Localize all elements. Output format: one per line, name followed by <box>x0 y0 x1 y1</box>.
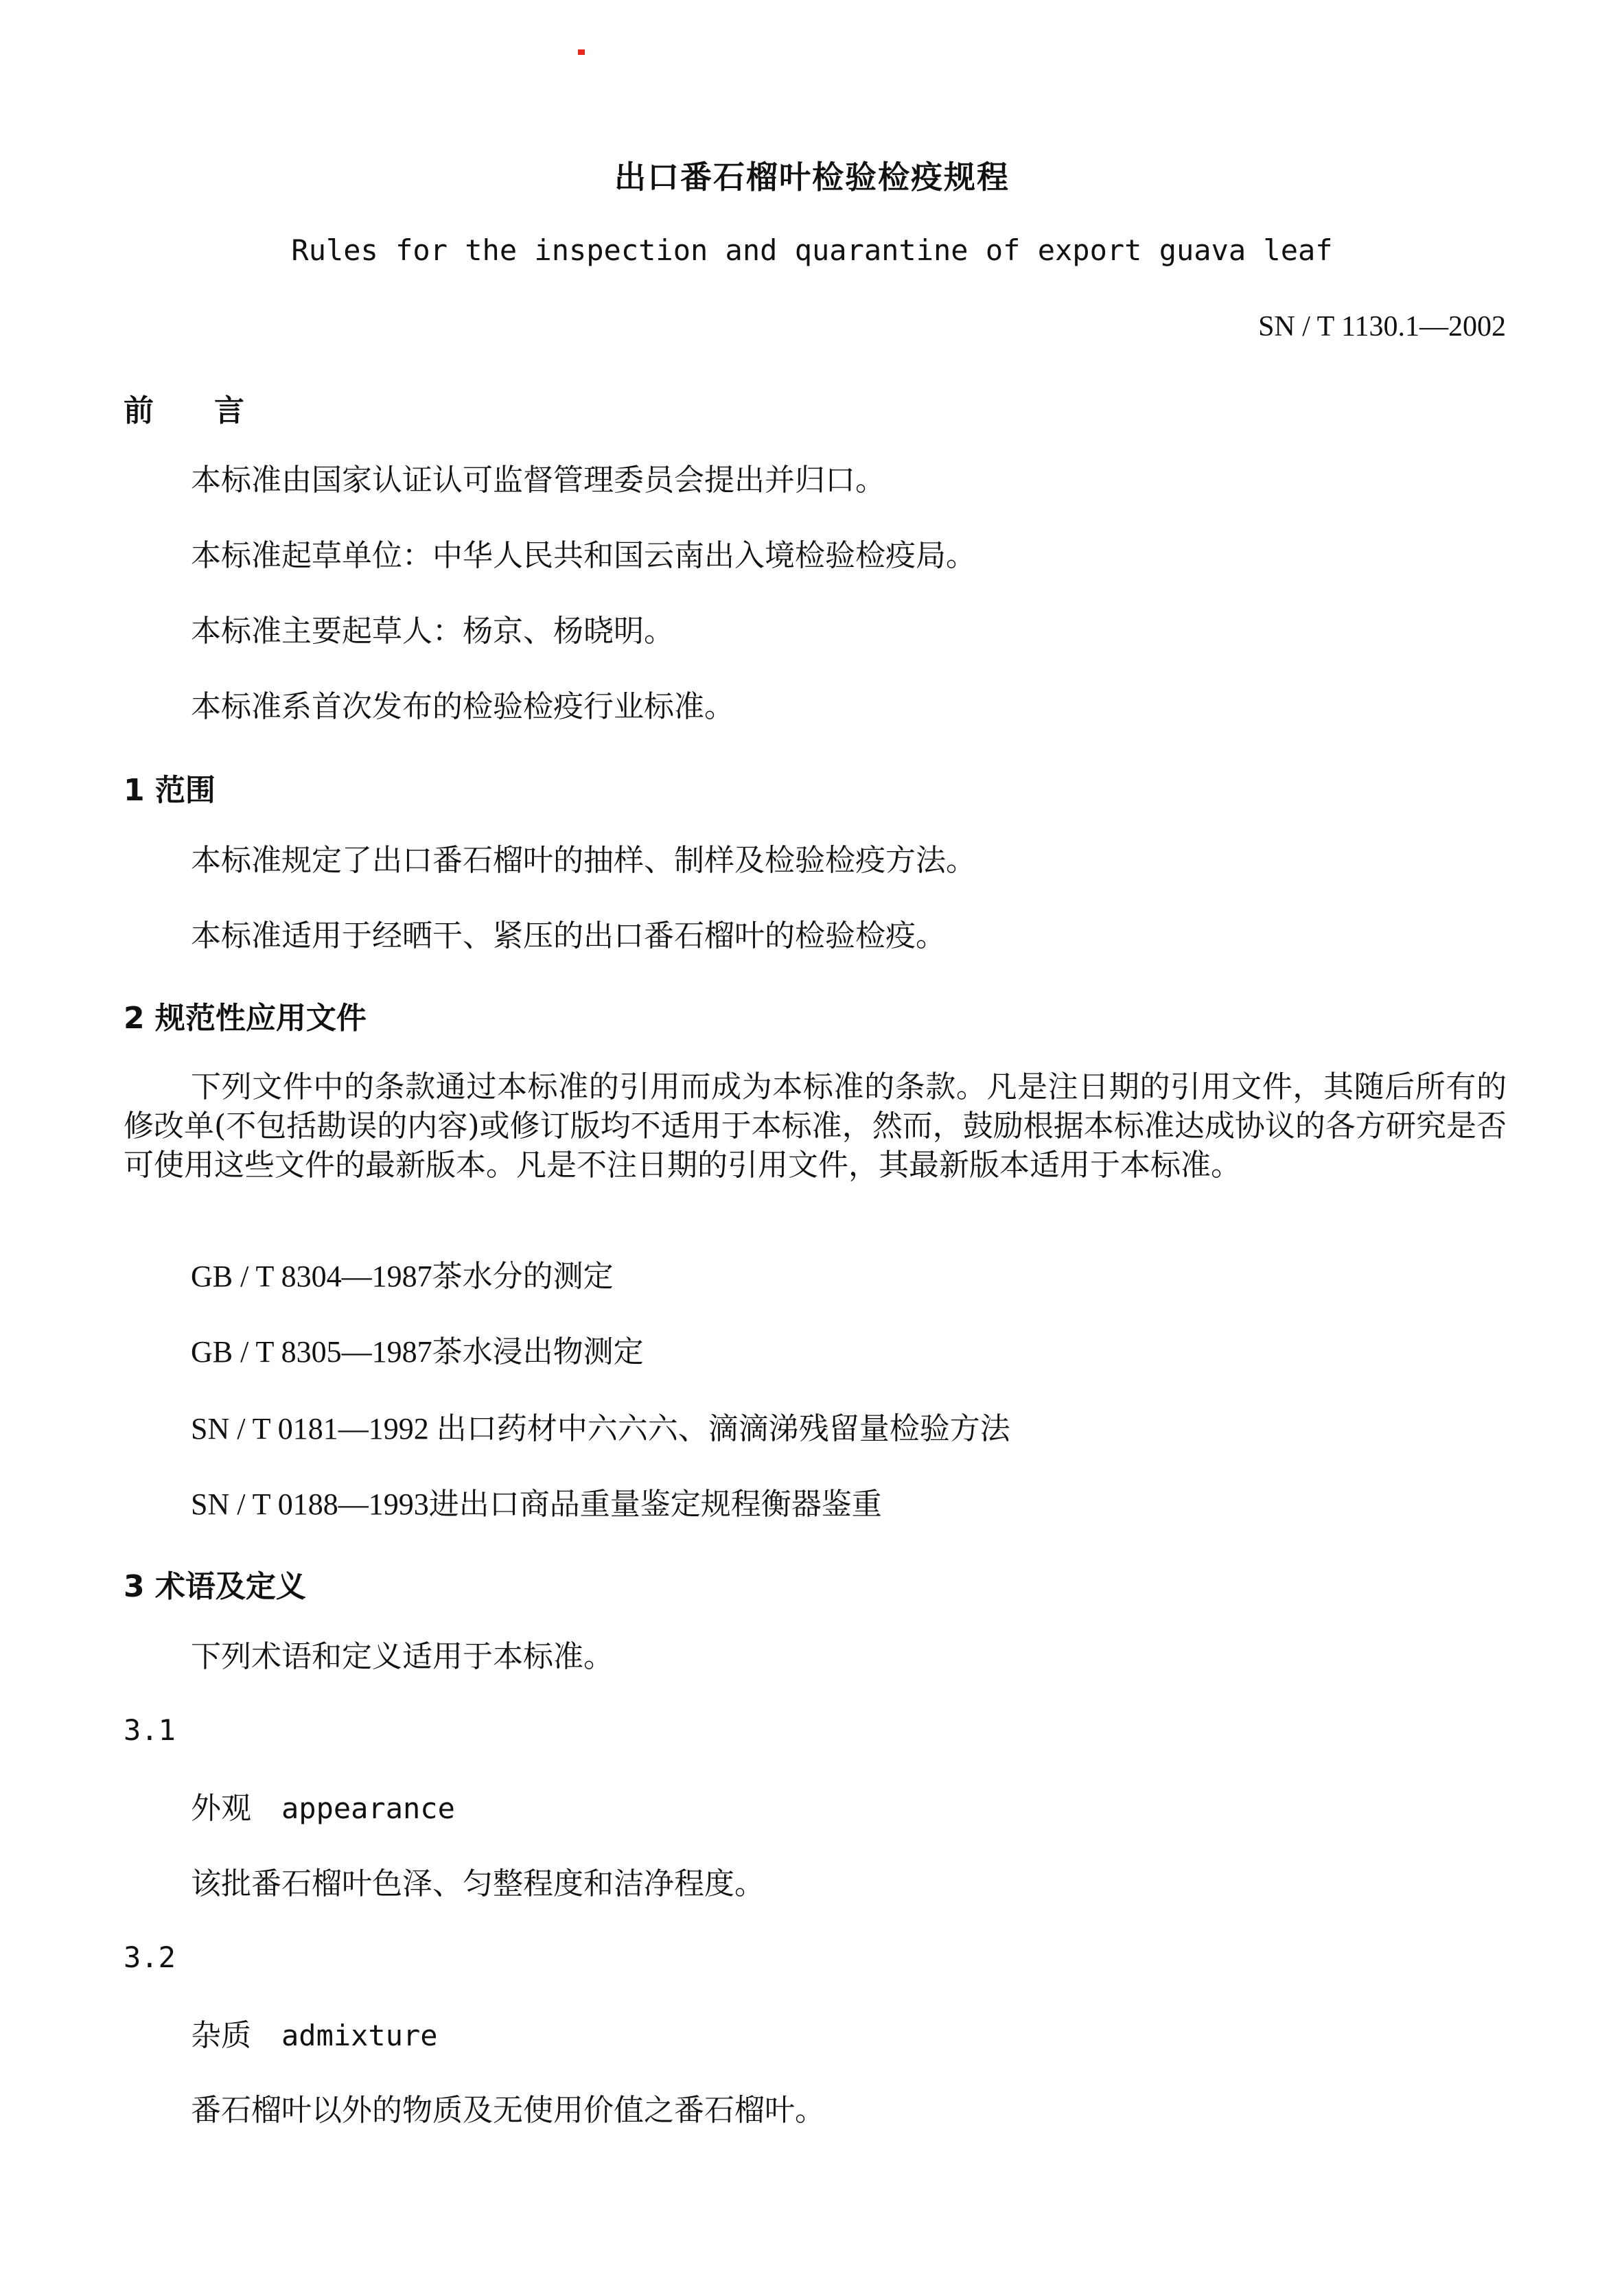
foreword-line: 本标准系首次发布的检验检疫行业标准。 <box>191 689 734 724</box>
foreword-line: 本标准主要起草人：杨京、杨晓明。 <box>191 614 674 649</box>
section-3-intro: 下列术语和定义适用于本标准。 <box>191 1639 614 1674</box>
document-title: 出口番石榴叶检验检疫规程 <box>614 159 1010 196</box>
section-1-line: 本标准规定了出口番石榴叶的抽样、制样及检验检疫方法。 <box>191 843 976 878</box>
foreword-heading: 前 言 <box>124 393 244 428</box>
section-2-heading: 2 规范性应用文件 <box>124 1001 367 1036</box>
red-mark <box>578 49 585 55</box>
term-en: appearance <box>281 1791 455 1825</box>
term-title <box>191 1788 455 1829</box>
reference-item: SN / T 0188—1993进出口商品重量鉴定规程衡器鉴重 <box>191 1487 882 1521</box>
term-en: admixture <box>281 2019 438 2052</box>
section-2-paragraph: 下列文件中的条款通过本标准的引用而成为本标准的条款。凡是注日期的引用文件，其随后所有的修改单(不包括勘误的内容)或修订版均不适用于本标准，然而，鼓励根据本标准达成协议的各方研究是否可使用这些文件的最新版本。凡是不注日期的引用文件，其最新版本适用于本标准。 <box>124 1069 1507 1183</box>
term-number: 3.2 <box>124 1940 176 1974</box>
term-definition: 番石榴叶以外的物质及无使用价值之番石榴叶。 <box>191 2093 825 2128</box>
term-title <box>191 2015 438 2056</box>
term-zh: 杂质 <box>191 2018 251 2053</box>
reference-item: GB / T 8304—1987茶水分的测定 <box>191 1260 614 1293</box>
section-3-heading: 3 术语及定义 <box>124 1569 306 1604</box>
reference-item: SN / T 0181—1992 出口药材中六六六、滴滴涕残留量检验方法 <box>191 1412 1010 1446</box>
reference-item: GB / T 8305—1987茶水浸出物测定 <box>191 1335 644 1369</box>
document-subtitle: Rules for the inspection and quarantine of export guava leaf <box>291 233 1333 267</box>
term-zh: 外观 <box>191 1791 251 1826</box>
section-1-line: 本标准适用于经晒干、紧压的出口番石榴叶的检验检疫。 <box>191 918 946 953</box>
foreword-line: 本标准起草单位：中华人民共和国云南出入境检验检疫局。 <box>191 538 976 573</box>
term-number: 3.1 <box>124 1713 176 1747</box>
foreword-line: 本标准由国家认证认可监督管理委员会提出并归口。 <box>191 463 885 498</box>
term-definition: 该批番石榴叶色泽、匀整程度和洁净程度。 <box>191 1866 765 1901</box>
standard-code: SN / T 1130.1—2002 <box>1258 311 1506 343</box>
section-1-heading: 1 范围 <box>124 773 216 808</box>
